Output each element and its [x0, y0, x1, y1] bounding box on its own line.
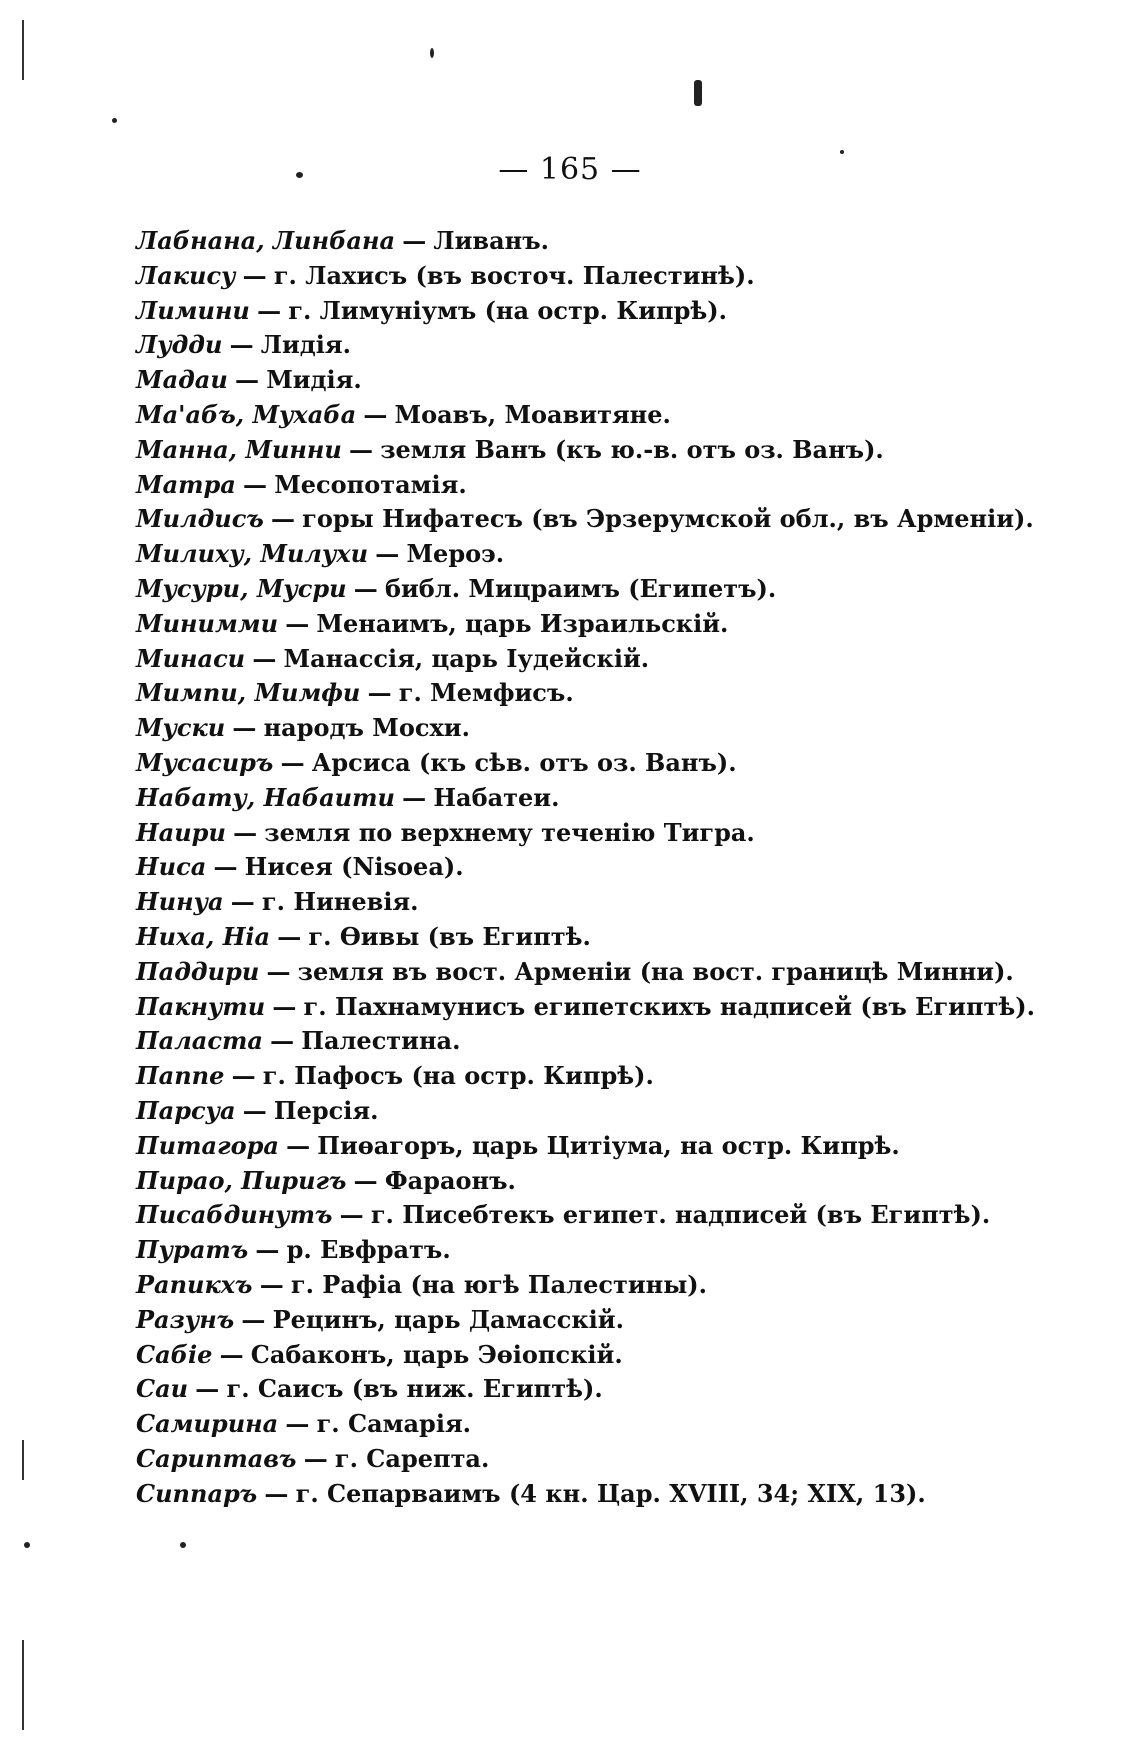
- entry-dash: —: [280, 747, 305, 777]
- entry-dash: —: [367, 678, 392, 708]
- entry-meaning: Пиөагоръ, царь Цитіума, на остр. Кипрѣ.: [317, 1130, 900, 1160]
- entry-meaning: Моавъ, Моавитяне.: [394, 399, 671, 429]
- entry-meaning: г. Пафосъ (на остр. Кипрѣ).: [262, 1061, 654, 1091]
- entry-meaning: библ. Мицраимъ (Египетъ).: [384, 573, 777, 603]
- entry-dash: —: [235, 365, 259, 395]
- entry-dash: —: [232, 713, 257, 743]
- glossary-entry: [136, 955, 1096, 990]
- entry-dash: —: [353, 573, 378, 603]
- entry-term: Рапикхъ: [136, 1269, 253, 1299]
- entry-term: Набату, Набаити: [136, 782, 395, 812]
- entry-term: Мадаи: [136, 365, 228, 395]
- ink-speck: [430, 48, 434, 58]
- entry-term: Лудди: [136, 330, 223, 360]
- entry-dash: —: [231, 1061, 256, 1091]
- entry-dash: —: [241, 1304, 266, 1334]
- entry-term: Минимми: [136, 608, 279, 638]
- entry-meaning: г. Сарепта.: [334, 1443, 490, 1473]
- entry-dash: —: [402, 226, 427, 255]
- entry-term: Матра: [136, 469, 236, 499]
- glossary-entry: [136, 502, 1096, 537]
- entry-meaning: г. Ниневія.: [261, 887, 419, 917]
- glossary-entry: [136, 781, 1096, 816]
- entry-dash: —: [363, 399, 388, 429]
- entry-term: Мусасиръ: [136, 747, 274, 777]
- entry-meaning: Арсиса (къ сѣв. отъ оз. Ванъ).: [311, 747, 737, 777]
- entry-term: Писабдинутъ: [136, 1200, 333, 1230]
- entry-term: Мусури, Мусри: [136, 573, 347, 603]
- entry-meaning: Палестина.: [301, 1026, 461, 1056]
- glossary-entry: [136, 1233, 1096, 1268]
- entry-dash: —: [213, 852, 238, 882]
- entry-dash: —: [285, 608, 310, 638]
- glossary-entry: [136, 990, 1096, 1025]
- glossary-entry: [136, 1338, 1096, 1373]
- entry-term: Разунъ: [136, 1304, 235, 1334]
- entry-term: Пирао, Пиригъ: [136, 1165, 347, 1195]
- entry-meaning: Лидія.: [260, 330, 352, 360]
- glossary-entry: [136, 642, 1096, 677]
- entry-meaning: Манассія, царь Іудейскій.: [283, 643, 650, 673]
- entry-meaning: Сабаконъ, царь Эөіопскій.: [250, 1339, 623, 1369]
- scan-edge-left-lower: [22, 1440, 24, 1480]
- entry-term: Ма'абъ, Мухаба: [136, 399, 357, 429]
- entry-meaning: г. Писебтекъ египет. надписей (въ Египтѣ).: [370, 1200, 991, 1230]
- glossary-entry: [136, 1198, 1096, 1233]
- entry-meaning: Мидія.: [266, 365, 362, 395]
- entry-term: Парсуа: [136, 1095, 236, 1125]
- glossary-entry: [136, 607, 1096, 642]
- entry-meaning: г. Саисъ (въ ниж. Египтѣ).: [226, 1374, 603, 1404]
- scan-edge-left: [22, 20, 24, 80]
- entry-term: Самирина: [136, 1409, 279, 1439]
- glossary-entry: [136, 1303, 1096, 1338]
- entry-dash: —: [252, 643, 277, 673]
- entry-term: Муски: [136, 713, 226, 743]
- entry-dash: —: [255, 1235, 280, 1265]
- glossary-entry: [136, 537, 1096, 572]
- page-number: — 165 —: [498, 152, 642, 187]
- entry-term: Минаси: [136, 643, 246, 673]
- entry-meaning: р. Евфратъ.: [286, 1235, 451, 1265]
- entry-meaning: земля Ванъ (къ ю.-в. отъ оз. Ванъ).: [380, 434, 884, 464]
- entry-meaning: г. Лахисъ (въ восточ. Палестинѣ).: [273, 260, 755, 290]
- ink-speck: [180, 1542, 186, 1548]
- entry-term: Милиху, Милухи: [136, 539, 369, 569]
- entry-term: Нинуа: [136, 887, 224, 917]
- entry-meaning: горы Нифатесъ (въ Эрзерумской обл., въ Арменіи).: [302, 504, 1034, 534]
- entry-dash: —: [233, 817, 258, 847]
- entry-term: Питагора: [136, 1130, 279, 1160]
- entry-term: Сариптавъ: [136, 1443, 297, 1473]
- entry-term: Лакису: [136, 260, 236, 290]
- entry-dash: —: [402, 782, 427, 812]
- entry-dash: —: [353, 1165, 378, 1195]
- entry-dash: —: [303, 1443, 328, 1473]
- entry-meaning: Месопотамія.: [274, 469, 467, 499]
- entry-dash: —: [259, 1269, 284, 1299]
- ink-speck: [24, 1542, 30, 1548]
- glossary-entry: [136, 259, 1096, 294]
- glossary-entry: [136, 1024, 1096, 1059]
- entry-term: Ниса: [136, 852, 207, 882]
- entry-meaning: Нисея (Nisoea).: [244, 852, 464, 882]
- glossary-entry: [136, 850, 1096, 885]
- entry-meaning: г. Өивы (въ Египтѣ.: [308, 921, 591, 951]
- entry-meaning: г. Лимуніумъ (на остр. Кипрѣ).: [288, 295, 727, 325]
- entry-dash: —: [242, 260, 267, 290]
- entry-dash: —: [242, 1095, 267, 1125]
- entry-dash: —: [270, 1026, 295, 1056]
- entry-term: Ниха, Ніа: [136, 921, 271, 951]
- entry-meaning: Менаимъ, царь Израильскій.: [316, 608, 729, 638]
- scan-edge-left-bottom: [22, 1640, 24, 1730]
- entry-meaning: г. Сепарваимъ (4 кн. Цар. XVIII, 34; XIX, 13).: [295, 1478, 926, 1508]
- glossary-entry: [136, 746, 1096, 781]
- entry-dash: —: [277, 921, 302, 951]
- entry-term: Паласта: [136, 1026, 263, 1056]
- entry-term: Саи: [136, 1374, 189, 1404]
- entry-dash: —: [339, 1200, 364, 1230]
- entry-meaning: г. Рафіа (на югѣ Палестины).: [290, 1269, 707, 1299]
- entry-dash: —: [195, 1374, 220, 1404]
- entry-term: Милдисъ: [136, 504, 264, 534]
- glossary-entry: [136, 816, 1096, 851]
- entry-term: Пакнути: [136, 991, 266, 1021]
- entry-dash: —: [219, 1339, 244, 1369]
- entry-dash: —: [230, 887, 255, 917]
- entry-meaning: г. Самарія.: [316, 1409, 472, 1439]
- glossary-entry: [136, 468, 1096, 503]
- entry-dash: —: [229, 330, 254, 360]
- glossary-list: [136, 224, 1096, 1511]
- entry-meaning: Набатеи.: [433, 782, 560, 812]
- glossary-entry: [136, 711, 1096, 746]
- entry-dash: —: [264, 1478, 289, 1508]
- entry-term: Сабіе: [136, 1339, 213, 1369]
- entry-term: Мимпи, Мимфи: [136, 678, 361, 708]
- entry-dash: —: [270, 504, 295, 534]
- glossary-entry: [136, 1442, 1096, 1477]
- entry-term: Манна, Минни: [136, 434, 342, 464]
- glossary-entry: [136, 328, 1096, 363]
- entry-dash: —: [257, 295, 282, 325]
- entry-meaning: Рецинъ, царь Дамасскій.: [272, 1304, 624, 1334]
- entry-meaning: земля въ вост. Арменіи (на вост. границѣ Минни).: [297, 956, 1014, 986]
- entry-meaning: г. Мемфисъ.: [398, 678, 574, 708]
- glossary-entry: [136, 1477, 1096, 1512]
- entry-meaning: Мероэ.: [406, 539, 505, 569]
- entry-term: Наири: [136, 817, 226, 847]
- glossary-entry: [136, 398, 1096, 433]
- entry-term: Паппе: [136, 1061, 225, 1091]
- ink-speck: [112, 118, 117, 123]
- glossary-entry: [136, 676, 1096, 711]
- glossary-entry: [136, 1059, 1096, 1094]
- glossary-entry: [136, 1094, 1096, 1129]
- glossary-entry: [136, 294, 1096, 329]
- entry-dash: —: [349, 434, 374, 464]
- glossary-entry: [136, 1164, 1096, 1199]
- entry-meaning: Фараонъ.: [384, 1165, 516, 1195]
- entry-term: Пуратъ: [136, 1235, 249, 1265]
- glossary-entry: [136, 920, 1096, 955]
- entry-meaning: Ливанъ.: [433, 226, 549, 255]
- entry-dash: —: [272, 991, 297, 1021]
- entry-meaning: г. Пахнамунисъ египетскихъ надписей (въ Египтѣ).: [303, 991, 1036, 1021]
- entry-term: Паддири: [136, 956, 260, 986]
- glossary-entry: [136, 885, 1096, 920]
- entry-dash: —: [286, 1130, 311, 1160]
- glossary-entry: [136, 1407, 1096, 1442]
- entry-meaning: Персія.: [273, 1095, 379, 1125]
- entry-dash: —: [375, 539, 400, 569]
- glossary-entry: [136, 572, 1096, 607]
- glossary-entry: [136, 433, 1096, 468]
- glossary-entry: [136, 1372, 1096, 1407]
- entry-meaning: земля по верхнему теченію Тигра.: [264, 817, 755, 847]
- glossary-entry: [136, 224, 1096, 259]
- entry-term: Лимини: [136, 295, 250, 325]
- glossary-entry: [136, 1268, 1096, 1303]
- entry-term: Лабнана, Линбана: [136, 226, 396, 255]
- entry-dash: —: [285, 1409, 310, 1439]
- entry-term: Сиппаръ: [136, 1478, 258, 1508]
- glossary-entry: [136, 363, 1096, 398]
- entry-dash: —: [243, 469, 268, 499]
- entry-meaning: народъ Мосхи.: [263, 713, 470, 743]
- ink-speck: [694, 80, 702, 106]
- glossary-entry: [136, 1129, 1096, 1164]
- entry-dash: —: [266, 956, 291, 986]
